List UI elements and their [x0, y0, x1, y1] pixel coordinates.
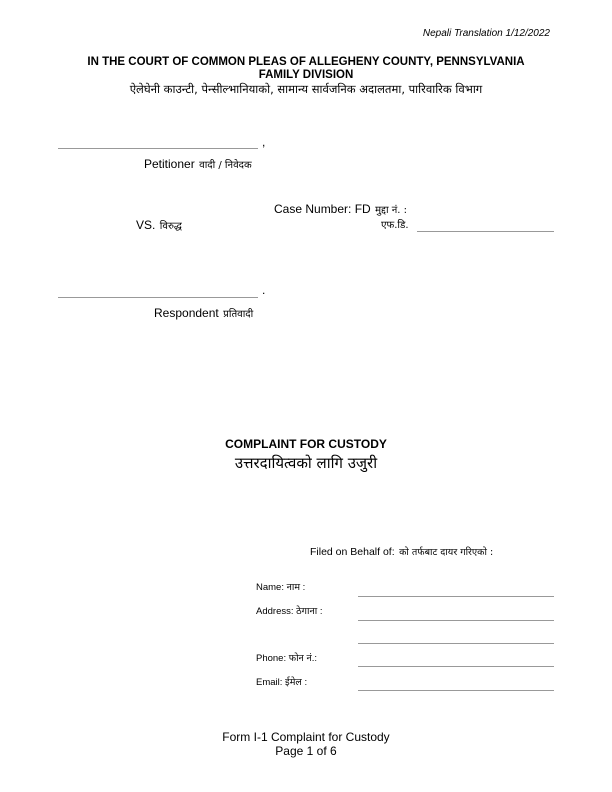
document-title: COMPLAINT FOR CUSTODY: [225, 437, 387, 451]
phone-field-label: Phone: फोन नं.:: [256, 653, 317, 664]
court-division: FAMILY DIVISION: [258, 69, 354, 81]
email-field-line[interactable]: [358, 690, 554, 691]
case-number-line[interactable]: [417, 231, 554, 232]
respondent-period: .: [262, 283, 266, 297]
filed-on-behalf-group: [310, 542, 493, 560]
filed-on-behalf-nepali: को तर्फबाट दायर गरिएको :: [399, 547, 494, 558]
court-name: IN THE COURT OF COMMON PLEAS OF ALLEGHENY COUNTY, PENNSYLVANIA: [87, 56, 525, 68]
petitioner-name-line[interactable]: [58, 148, 258, 149]
respondent-label: Respondent: [154, 306, 219, 320]
petitioner-label-group: [144, 155, 252, 173]
case-number-label-group: [274, 200, 407, 218]
case-number-label: Case Number: FD: [274, 202, 371, 216]
versus-label-nepali: विरुद्ध: [159, 221, 182, 232]
translation-note: Nepali Translation 1/12/2022: [422, 28, 550, 39]
respondent-name-line[interactable]: [58, 297, 258, 298]
footer-page-number: Page 1 of 6: [275, 744, 337, 758]
fd-nepali: एफ.डि.: [381, 220, 409, 231]
case-number-label-nepali: मुद्दा नं. :: [375, 205, 408, 216]
name-field-label: Name: नाम :: [256, 582, 306, 593]
petitioner-label-nepali: वादी / निवेदक: [199, 160, 252, 171]
petitioner-comma: ,: [262, 135, 266, 149]
name-field-line[interactable]: [358, 596, 554, 597]
footer-form-title: Form I-1 Complaint for Custody: [222, 730, 390, 744]
address-field-label: Address: ठेगाना :: [256, 606, 323, 617]
versus-label: VS.: [136, 218, 156, 232]
versus-group: [136, 216, 182, 234]
respondent-label-nepali: प्रतिवादी: [223, 309, 254, 320]
email-field-label: Email: ईमेल :: [256, 677, 308, 688]
petitioner-label: Petitioner: [144, 157, 195, 171]
address-field-line-2[interactable]: [358, 643, 554, 644]
court-name-nepali: ऐलेघेनी काउन्टी, पेन्सील्भानियाको, सामान्य सार्वजनिक अदालतमा, पारिवारिक विभाग: [129, 82, 483, 96]
filed-on-behalf-label: Filed on Behalf of:: [310, 546, 395, 558]
document-title-nepali: उत्तरदायित्वको लागि उजुरी: [234, 454, 378, 472]
address-field-line-1[interactable]: [358, 620, 554, 621]
phone-field-line[interactable]: [358, 666, 554, 667]
respondent-label-group: [154, 304, 253, 322]
